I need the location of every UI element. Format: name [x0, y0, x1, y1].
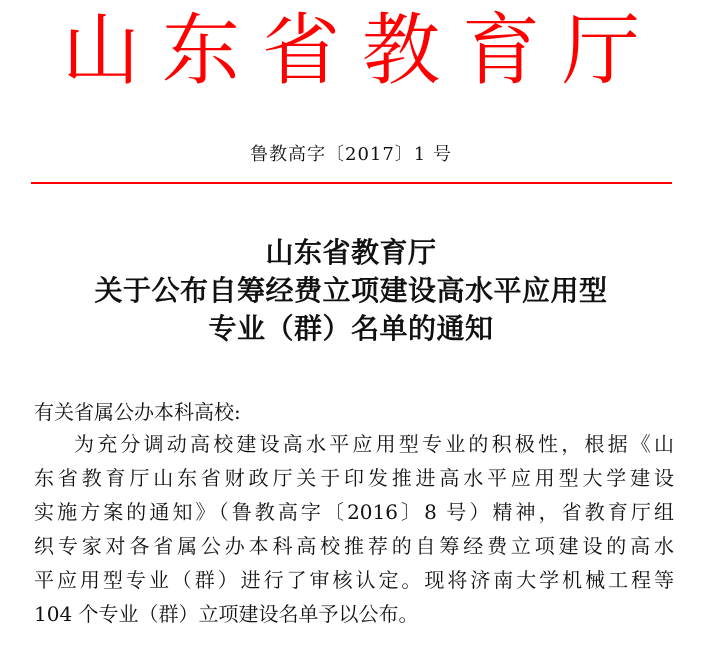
body-paragraph [34, 427, 674, 631]
notice-title [0, 234, 702, 348]
body-line: 104 个专业（群）立项建设名单予以公布。 [34, 602, 419, 626]
red-divider-rule [31, 182, 672, 184]
salutation: 有关省属公办本科高校: [34, 400, 241, 424]
document-number: 鲁教高字〔2017〕1 号 [250, 144, 452, 165]
title-line-2: 关于公布自筹经费立项建设高水平应用型 [94, 274, 608, 307]
body-line: 为充分调动高校建设高水平应用型专业的积极性，根据《山 [74, 432, 674, 456]
body-line: 东省教育厅山东省财政厅关于印发推进高水平应用型大学建设 [34, 466, 674, 490]
body-line: 织专家对各省属公办本科高校推荐的自筹经费立项建设的高水 [34, 534, 674, 558]
issuing-authority-header: 山东省教育厅 [61, 6, 662, 96]
body-line: 实施方案的通知》（鲁教高字〔2016〕8 号）精神，省教育厅组 [34, 500, 674, 524]
title-line-1: 山东省教育厅 [265, 236, 437, 269]
title-line-3: 专业（群）名单的通知 [208, 312, 494, 345]
body-line: 平应用型专业（群）进行了审核认定。现将济南大学机械工程等 [34, 568, 674, 592]
